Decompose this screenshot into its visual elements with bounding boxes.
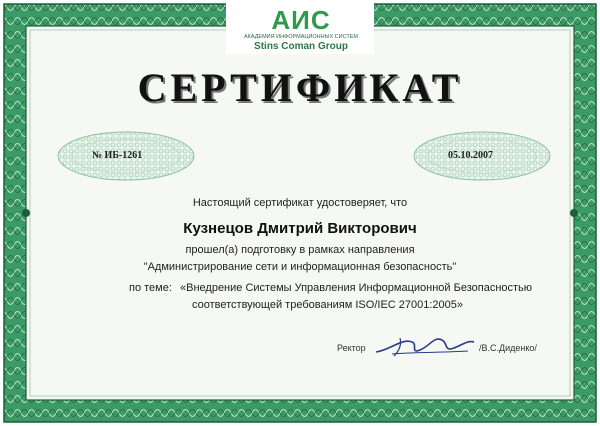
- certificate-title: СЕРТИФИКАТ: [137, 65, 463, 110]
- handwritten-signature: [372, 330, 477, 360]
- certificate-number: № ИБ-1261: [92, 150, 143, 161]
- certificate-date: 05.10.2007: [448, 150, 493, 161]
- logo-group-name: Stins Coman Group: [254, 41, 348, 52]
- recipient-name: Кузнецов Дмитрий Викторович: [183, 220, 417, 237]
- intro-text: Настоящий сертификат удостоверяет, что: [192, 197, 408, 209]
- training-line: прошел(а) подготовку в рамках направления: [185, 244, 415, 256]
- topic-line-2: соответствующей требованиям ISO/IEC 27001:2005»: [192, 299, 464, 311]
- logo-subtitle: АКАДЕМИЯ ИНФОРМАЦИОННЫХ СИСТЕМ: [243, 34, 359, 40]
- logo: [236, 6, 366, 56]
- signature-role: Ректор: [337, 343, 366, 353]
- topic-label: по теме:: [129, 282, 172, 294]
- direction-line: "Администрирование сети и информационная безопасность": [143, 261, 457, 273]
- topic-line-1: «Внедрение Системы Управления Информационной Безопасностью: [180, 282, 533, 294]
- logo-mark: АИС: [271, 5, 331, 35]
- signature-name: /В.С.Диденко/: [479, 343, 537, 353]
